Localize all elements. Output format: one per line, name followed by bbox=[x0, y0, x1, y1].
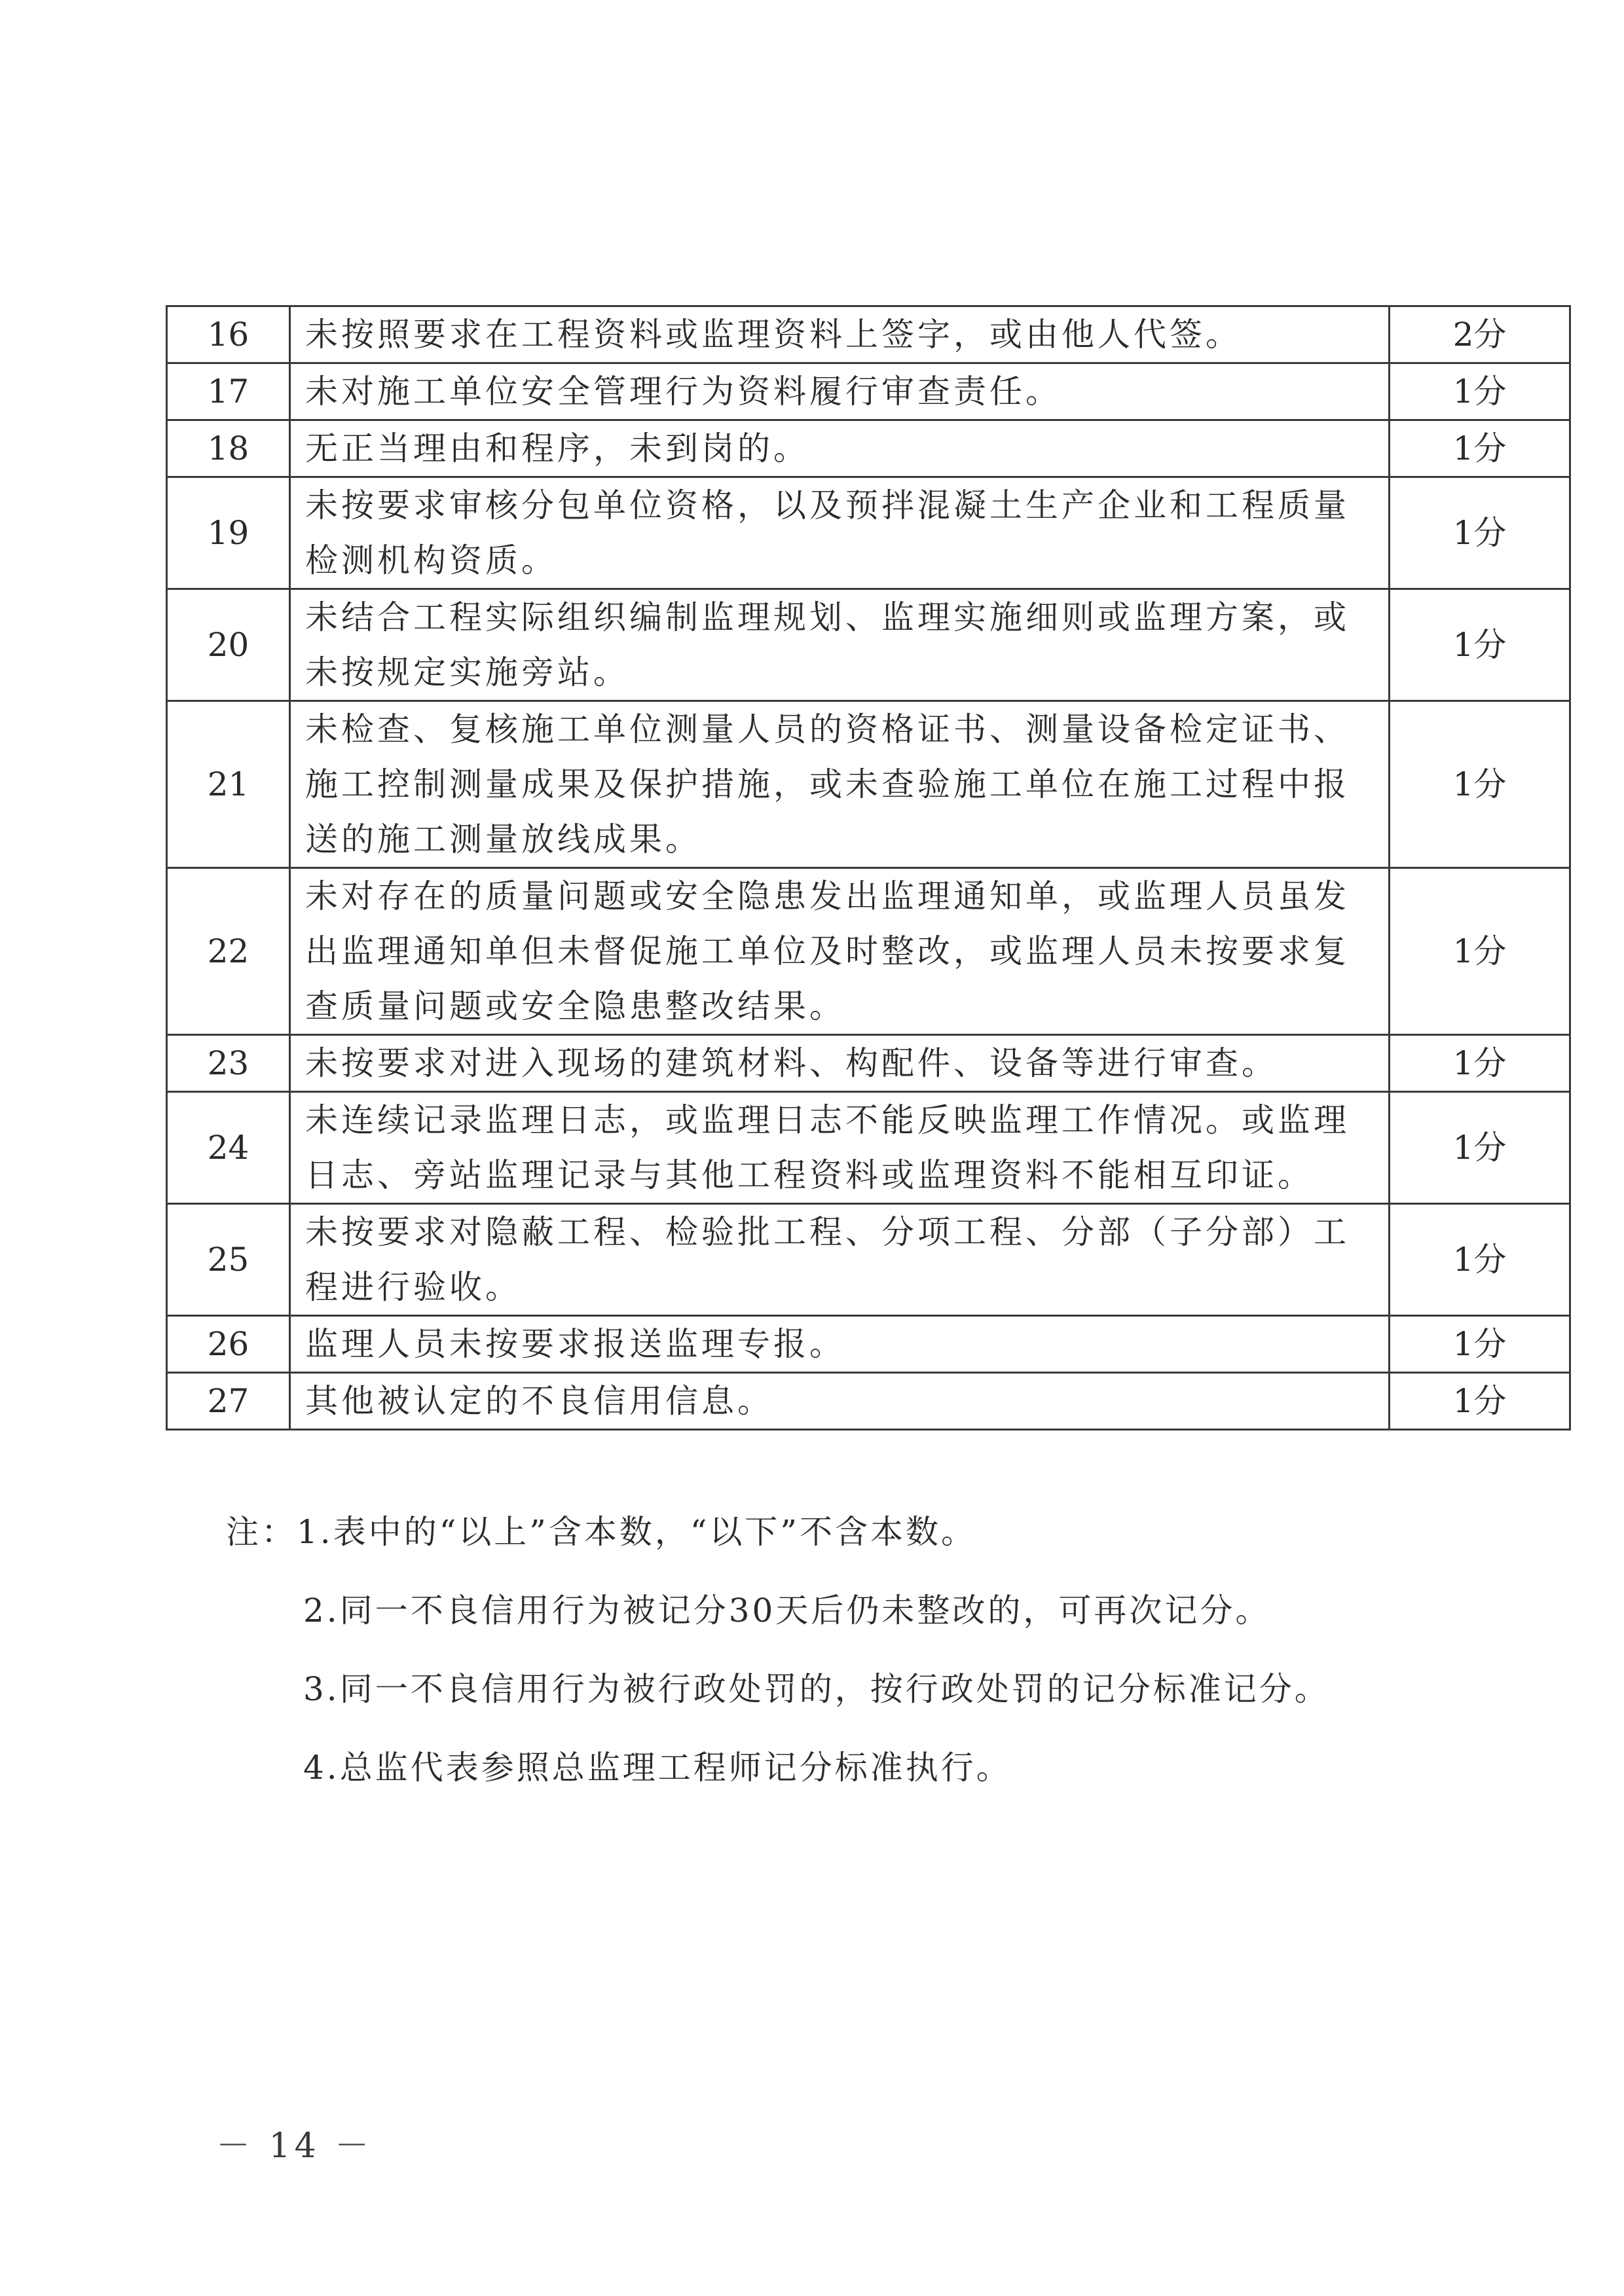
row-score: 1分 bbox=[1390, 868, 1570, 1035]
row-description: 监理人员未按要求报送监理专报。 bbox=[290, 1316, 1390, 1373]
row-description: 未按要求对隐蔽工程、检验批工程、分项工程、分部（子分部）工程进行验收。 bbox=[290, 1204, 1390, 1316]
table-row bbox=[167, 1035, 1570, 1092]
row-description: 其他被认定的不良信用信息。 bbox=[290, 1373, 1390, 1430]
row-score: 1分 bbox=[1390, 1373, 1570, 1430]
row-score: 1分 bbox=[1390, 1035, 1570, 1092]
row-description: 未对施工单位安全管理行为资料履行审查责任。 bbox=[290, 363, 1390, 420]
row-description: 未连续记录监理日志，或监理日志不能反映监理工作情况。或监理日志、旁站监理记录与其他工程资料或监理资料不能相互印证。 bbox=[290, 1092, 1390, 1204]
row-description: 未按要求对进入现场的建筑材料、构配件、设备等进行审查。 bbox=[290, 1035, 1390, 1092]
row-number: 25 bbox=[167, 1204, 290, 1316]
note-1: 注：1.表中的“以上”含本数，“以下”不含本数。 bbox=[226, 1513, 976, 1551]
row-number: 24 bbox=[167, 1092, 290, 1204]
row-description: 无正当理由和程序，未到岗的。 bbox=[290, 420, 1390, 477]
page-number: － 14 － bbox=[216, 2126, 373, 2166]
row-number: 16 bbox=[167, 306, 290, 363]
row-number: 22 bbox=[167, 868, 290, 1035]
row-number: 17 bbox=[167, 363, 290, 420]
table-notes bbox=[226, 1493, 1522, 1807]
row-number: 27 bbox=[167, 1373, 290, 1430]
row-number: 20 bbox=[167, 589, 290, 701]
row-number: 23 bbox=[167, 1035, 290, 1092]
row-number: 18 bbox=[167, 420, 290, 477]
row-description: 未按要求审核分包单位资格，以及预拌混凝土生产企业和工程质量检测机构资质。 bbox=[290, 477, 1390, 589]
table-row bbox=[167, 589, 1570, 701]
table-row bbox=[167, 1092, 1570, 1204]
table-row bbox=[167, 306, 1570, 363]
table-row bbox=[167, 420, 1570, 477]
row-score: 1分 bbox=[1390, 1204, 1570, 1316]
row-description: 未结合工程实际组织编制监理规划、监理实施细则或监理方案，或未按规定实施旁站。 bbox=[290, 589, 1390, 701]
row-description: 未按照要求在工程资料或监理资料上签字，或由他人代签。 bbox=[290, 306, 1390, 363]
row-score: 1分 bbox=[1390, 589, 1570, 701]
row-score: 2分 bbox=[1390, 306, 1570, 363]
note-2: 2.同一不良信用行为被记分30天后仍未整改的，可再次记分。 bbox=[303, 1592, 1271, 1630]
table-row bbox=[167, 1373, 1570, 1430]
table-row bbox=[167, 1204, 1570, 1316]
row-score: 1分 bbox=[1390, 701, 1570, 868]
table-row bbox=[167, 477, 1570, 589]
credit-score-table bbox=[166, 305, 1571, 1430]
row-description: 未检查、复核施工单位测量人员的资格证书、测量设备检定证书、施工控制测量成果及保护措施，或未查验施工单位在施工过程中报送的施工测量放线成果。 bbox=[290, 701, 1390, 868]
row-number: 19 bbox=[167, 477, 290, 589]
row-score: 1分 bbox=[1390, 363, 1570, 420]
table-row bbox=[167, 868, 1570, 1035]
note-4: 4.总监代表参照总监理工程师记分标准执行。 bbox=[303, 1749, 1012, 1787]
row-score: 1分 bbox=[1390, 420, 1570, 477]
table-row bbox=[167, 701, 1570, 868]
note-3: 3.同一不良信用行为被行政处罚的，按行政处罚的记分标准记分。 bbox=[303, 1670, 1330, 1708]
row-description: 未对存在的质量问题或安全隐患发出监理通知单，或监理人员虽发出监理通知单但未督促施工单位及时整改，或监理人员未按要求复查质量问题或安全隐患整改结果。 bbox=[290, 868, 1390, 1035]
row-number: 26 bbox=[167, 1316, 290, 1373]
row-score: 1分 bbox=[1390, 477, 1570, 589]
row-score: 1分 bbox=[1390, 1092, 1570, 1204]
row-score: 1分 bbox=[1390, 1316, 1570, 1373]
table-row bbox=[167, 363, 1570, 420]
table-row bbox=[167, 1316, 1570, 1373]
row-number: 21 bbox=[167, 701, 290, 868]
